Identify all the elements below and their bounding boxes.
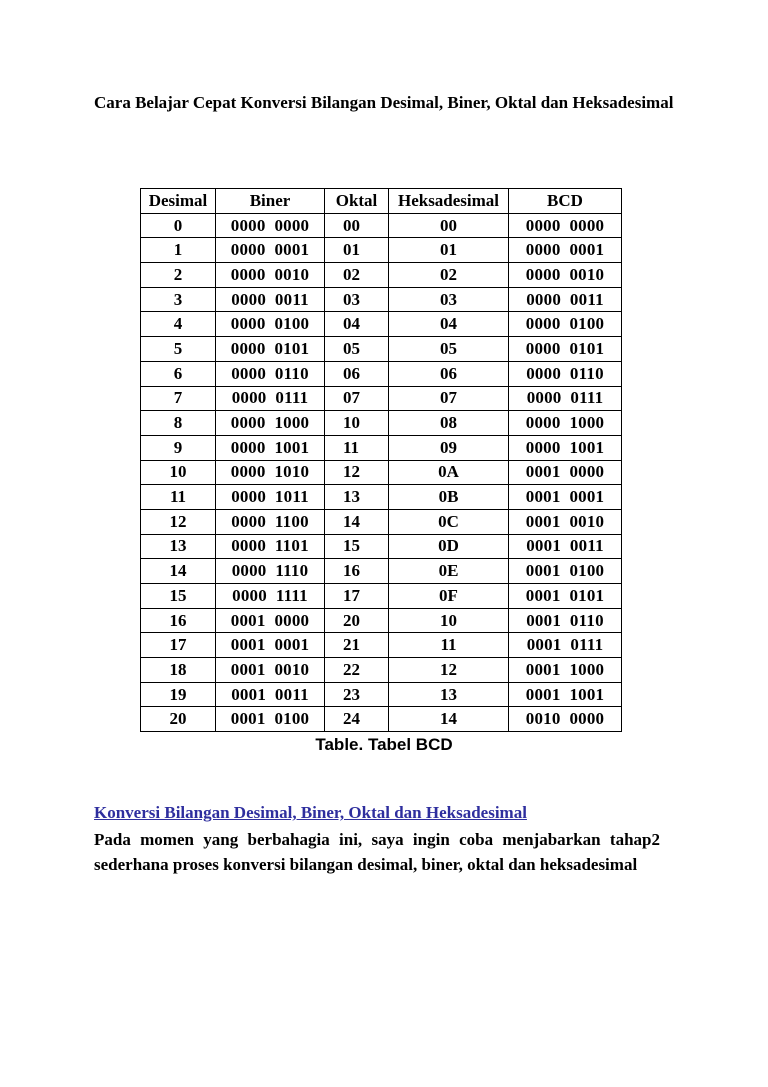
cell-heksadesimal: 14 bbox=[389, 707, 509, 732]
cell-oktal: 13 bbox=[325, 485, 389, 510]
cell-bcd: 0000 0001 bbox=[509, 238, 622, 263]
cell-heksadesimal: 02 bbox=[389, 263, 509, 288]
table-caption: Table. Tabel BCD bbox=[315, 735, 453, 754]
cell-bcd: 0001 1001 bbox=[509, 682, 622, 707]
cell-bcd: 0001 0000 bbox=[509, 460, 622, 485]
cell-desimal: 1 bbox=[141, 238, 216, 263]
cell-desimal: 19 bbox=[141, 682, 216, 707]
cell-bcd: 0000 0011 bbox=[509, 287, 622, 312]
cell-biner: 0000 1000 bbox=[216, 411, 325, 436]
table-row bbox=[141, 682, 622, 707]
cell-heksadesimal: 0C bbox=[389, 509, 509, 534]
table-header-row bbox=[141, 189, 622, 214]
cell-desimal: 16 bbox=[141, 608, 216, 633]
cell-biner: 0000 1011 bbox=[216, 485, 325, 510]
table-row bbox=[141, 386, 622, 411]
cell-oktal: 20 bbox=[325, 608, 389, 633]
cell-oktal: 21 bbox=[325, 633, 389, 658]
cell-desimal: 14 bbox=[141, 559, 216, 584]
cell-biner: 0000 1101 bbox=[216, 534, 325, 559]
cell-oktal: 05 bbox=[325, 337, 389, 362]
cell-biner: 0000 1010 bbox=[216, 460, 325, 485]
cell-heksadesimal: 0A bbox=[389, 460, 509, 485]
cell-heksadesimal: 07 bbox=[389, 386, 509, 411]
table-row bbox=[141, 337, 622, 362]
cell-biner: 0001 0001 bbox=[216, 633, 325, 658]
cell-bcd: 0001 0100 bbox=[509, 559, 622, 584]
page-title: Cara Belajar Cepat Konversi Bilangan Desimal, Biner, Oktal dan Heksadesimal bbox=[94, 93, 674, 112]
cell-oktal: 15 bbox=[325, 534, 389, 559]
table-row bbox=[141, 361, 622, 386]
table-row bbox=[141, 287, 622, 312]
cell-desimal: 11 bbox=[141, 485, 216, 510]
cell-bcd: 0000 1001 bbox=[509, 435, 622, 460]
body-paragraph: Pada momen yang berbahagia ini, saya ingin coba menjabarkan tahap2 sederhana proses konversi bilangan desimal, biner, oktal dan heksadesimal bbox=[94, 830, 660, 874]
cell-heksadesimal: 06 bbox=[389, 361, 509, 386]
cell-heksadesimal: 10 bbox=[389, 608, 509, 633]
cell-oktal: 01 bbox=[325, 238, 389, 263]
table-row bbox=[141, 707, 622, 732]
cell-oktal: 07 bbox=[325, 386, 389, 411]
cell-biner: 0000 1110 bbox=[216, 559, 325, 584]
cell-bcd: 0000 1000 bbox=[509, 411, 622, 436]
table-row bbox=[141, 411, 622, 436]
cell-heksadesimal: 12 bbox=[389, 658, 509, 683]
cell-bcd: 0000 0111 bbox=[509, 386, 622, 411]
table-body bbox=[141, 213, 622, 731]
table-row bbox=[141, 435, 622, 460]
table-row bbox=[141, 460, 622, 485]
cell-biner: 0000 1111 bbox=[216, 584, 325, 609]
cell-heksadesimal: 0F bbox=[389, 584, 509, 609]
cell-oktal: 22 bbox=[325, 658, 389, 683]
cell-heksadesimal: 08 bbox=[389, 411, 509, 436]
cell-desimal: 6 bbox=[141, 361, 216, 386]
cell-heksadesimal: 01 bbox=[389, 238, 509, 263]
cell-desimal: 4 bbox=[141, 312, 216, 337]
bcd-table bbox=[140, 188, 622, 732]
table-row bbox=[141, 263, 622, 288]
cell-heksadesimal: 03 bbox=[389, 287, 509, 312]
header-biner: Biner bbox=[216, 189, 325, 214]
section-heading-link[interactable]: Konversi Bilangan Desimal, Biner, Oktal dan Heksadesimal bbox=[94, 803, 527, 822]
cell-desimal: 15 bbox=[141, 584, 216, 609]
cell-biner: 0000 0001 bbox=[216, 238, 325, 263]
table-row bbox=[141, 485, 622, 510]
cell-desimal: 0 bbox=[141, 213, 216, 238]
cell-heksadesimal: 09 bbox=[389, 435, 509, 460]
cell-bcd: 0000 0100 bbox=[509, 312, 622, 337]
cell-bcd: 0001 0011 bbox=[509, 534, 622, 559]
cell-desimal: 3 bbox=[141, 287, 216, 312]
cell-oktal: 12 bbox=[325, 460, 389, 485]
cell-heksadesimal: 05 bbox=[389, 337, 509, 362]
cell-oktal: 02 bbox=[325, 263, 389, 288]
cell-desimal: 18 bbox=[141, 658, 216, 683]
cell-biner: 0000 0111 bbox=[216, 386, 325, 411]
table-row bbox=[141, 534, 622, 559]
cell-oktal: 24 bbox=[325, 707, 389, 732]
cell-oktal: 03 bbox=[325, 287, 389, 312]
cell-biner: 0001 0000 bbox=[216, 608, 325, 633]
cell-oktal: 14 bbox=[325, 509, 389, 534]
cell-biner: 0000 0100 bbox=[216, 312, 325, 337]
table-row bbox=[141, 213, 622, 238]
cell-heksadesimal: 0E bbox=[389, 559, 509, 584]
table-row bbox=[141, 559, 622, 584]
cell-biner: 0001 0011 bbox=[216, 682, 325, 707]
table-row bbox=[141, 633, 622, 658]
cell-desimal: 9 bbox=[141, 435, 216, 460]
cell-bcd: 0001 0111 bbox=[509, 633, 622, 658]
table-row bbox=[141, 608, 622, 633]
cell-bcd: 0000 0110 bbox=[509, 361, 622, 386]
cell-heksadesimal: 0B bbox=[389, 485, 509, 510]
header-desimal: Desimal bbox=[141, 189, 216, 214]
cell-desimal: 13 bbox=[141, 534, 216, 559]
cell-biner: 0000 0011 bbox=[216, 287, 325, 312]
cell-oktal: 04 bbox=[325, 312, 389, 337]
cell-biner: 0001 0010 bbox=[216, 658, 325, 683]
cell-desimal: 5 bbox=[141, 337, 216, 362]
table-row bbox=[141, 238, 622, 263]
cell-desimal: 20 bbox=[141, 707, 216, 732]
cell-desimal: 10 bbox=[141, 460, 216, 485]
cell-biner: 0000 0110 bbox=[216, 361, 325, 386]
cell-bcd: 0000 0010 bbox=[509, 263, 622, 288]
cell-heksadesimal: 00 bbox=[389, 213, 509, 238]
header-heksadesimal: Heksadesimal bbox=[389, 189, 509, 214]
table-row bbox=[141, 584, 622, 609]
cell-oktal: 06 bbox=[325, 361, 389, 386]
header-oktal: Oktal bbox=[325, 189, 389, 214]
cell-desimal: 2 bbox=[141, 263, 216, 288]
cell-heksadesimal: 0D bbox=[389, 534, 509, 559]
cell-biner: 0000 1100 bbox=[216, 509, 325, 534]
cell-bcd: 0001 1000 bbox=[509, 658, 622, 683]
header-bcd: BCD bbox=[509, 189, 622, 214]
table-row bbox=[141, 312, 622, 337]
cell-bcd: 0001 0001 bbox=[509, 485, 622, 510]
cell-oktal: 23 bbox=[325, 682, 389, 707]
cell-biner: 0001 0100 bbox=[216, 707, 325, 732]
cell-heksadesimal: 11 bbox=[389, 633, 509, 658]
cell-heksadesimal: 13 bbox=[389, 682, 509, 707]
cell-oktal: 17 bbox=[325, 584, 389, 609]
table-row bbox=[141, 658, 622, 683]
cell-bcd: 0001 0010 bbox=[509, 509, 622, 534]
cell-heksadesimal: 04 bbox=[389, 312, 509, 337]
cell-desimal: 7 bbox=[141, 386, 216, 411]
cell-biner: 0000 0010 bbox=[216, 263, 325, 288]
table-row bbox=[141, 509, 622, 534]
cell-bcd: 0000 0000 bbox=[509, 213, 622, 238]
cell-bcd: 0001 0110 bbox=[509, 608, 622, 633]
cell-bcd: 0001 0101 bbox=[509, 584, 622, 609]
cell-oktal: 00 bbox=[325, 213, 389, 238]
cell-desimal: 12 bbox=[141, 509, 216, 534]
cell-oktal: 11 bbox=[325, 435, 389, 460]
cell-biner: 0000 0101 bbox=[216, 337, 325, 362]
cell-oktal: 10 bbox=[325, 411, 389, 436]
cell-bcd: 0010 0000 bbox=[509, 707, 622, 732]
cell-desimal: 17 bbox=[141, 633, 216, 658]
cell-desimal: 8 bbox=[141, 411, 216, 436]
cell-bcd: 0000 0101 bbox=[509, 337, 622, 362]
cell-biner: 0000 0000 bbox=[216, 213, 325, 238]
cell-biner: 0000 1001 bbox=[216, 435, 325, 460]
cell-oktal: 16 bbox=[325, 559, 389, 584]
